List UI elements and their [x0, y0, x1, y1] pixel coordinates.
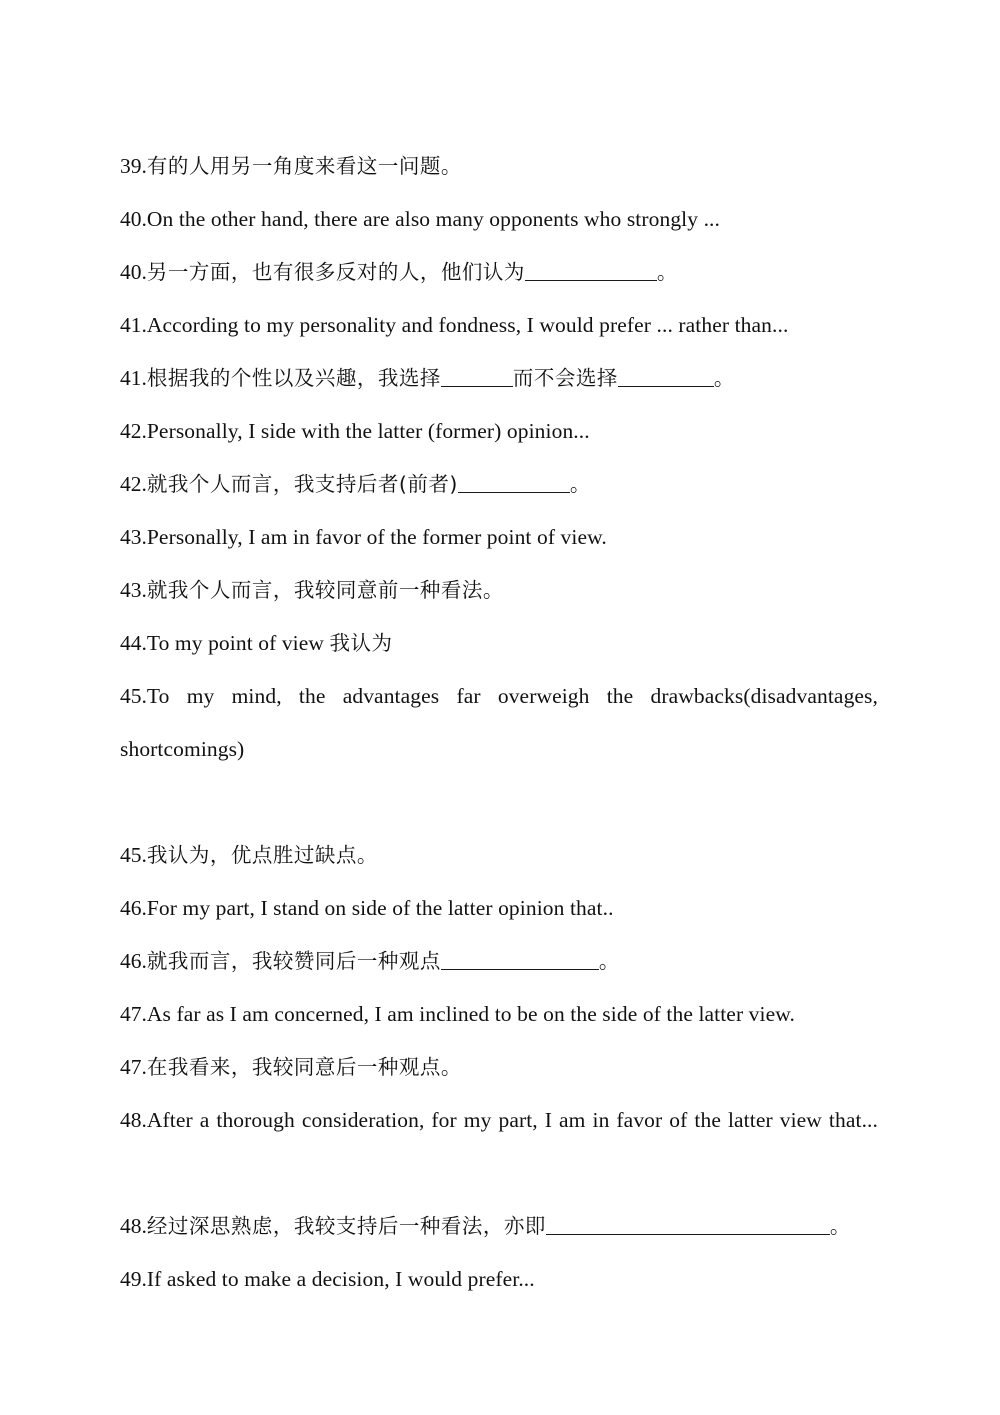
- item-text-suffix: 。: [656, 260, 678, 284]
- list-item: [120, 935, 878, 988]
- item-number: 49.: [120, 1267, 147, 1291]
- item-text: As far as I am concerned, I am inclined to be on the side of the latter view.: [146, 1002, 795, 1026]
- list-item: [120, 670, 878, 829]
- item-number: 46.: [120, 896, 147, 920]
- fill-in-blank: [441, 949, 599, 970]
- item-number: 48.: [120, 1214, 147, 1238]
- item-text-suffix: 。: [713, 366, 735, 390]
- list-item: [120, 1200, 878, 1253]
- item-number: 40.: [120, 260, 147, 284]
- item-number: 42.: [120, 419, 147, 443]
- list-item: [120, 564, 878, 617]
- item-text: 根据我的个性以及兴趣，我选择: [146, 366, 441, 390]
- item-text: 经过深思熟虑，我较支持后一种看法，亦即: [146, 1214, 546, 1238]
- item-text: 就我个人而言，我较同意前一种看法。: [146, 578, 504, 602]
- item-number: 42.: [120, 472, 147, 496]
- list-item: [120, 829, 878, 882]
- list-item: [120, 140, 878, 193]
- fill-in-blank: [525, 260, 657, 281]
- list-item: [120, 352, 878, 405]
- list-item: [120, 988, 878, 1041]
- item-text: 就我而言，我较赞同后一种观点: [146, 949, 441, 973]
- list-item: [120, 246, 878, 299]
- item-text-suffix: 。: [598, 949, 620, 973]
- list-item: [120, 617, 878, 670]
- item-text-middle: 而不会选择: [512, 366, 618, 390]
- fill-in-blank: [441, 366, 513, 387]
- list-item: [120, 1041, 878, 1094]
- item-text: On the other hand, there are also many opponents who strongly ...: [146, 207, 721, 231]
- item-text-cn: 我认为: [329, 631, 393, 655]
- item-number: 47.: [120, 1002, 147, 1026]
- item-text-suffix: 。: [829, 1214, 851, 1238]
- item-text: For my part, I stand on side of the latter opinion that..: [146, 896, 614, 920]
- item-text: 在我看来，我较同意后一种观点。: [146, 1055, 462, 1079]
- item-text: 另一方面，也有很多反对的人，他们认为: [146, 260, 525, 284]
- item-text: Personally, I am in favor of the former point of view.: [146, 525, 607, 549]
- fill-in-blank: [458, 472, 570, 493]
- item-number: 39.: [120, 154, 147, 178]
- item-number: 41.: [120, 366, 147, 390]
- item-number: 45.: [120, 843, 147, 867]
- item-text: If asked to make a decision, I would prefer...: [146, 1267, 535, 1291]
- item-text-suffix: 。: [569, 472, 591, 496]
- item-text: 我认为，优点胜过缺点。: [146, 843, 378, 867]
- item-text: 有的人用另一角度来看这一问题。: [146, 154, 462, 178]
- item-number: 40.: [120, 207, 147, 231]
- fill-in-blank-second: [618, 366, 714, 387]
- item-text: According to my personality and fondness, I would prefer ... rather than...: [146, 313, 789, 337]
- item-text: 就我个人而言，我支持后者(前者): [146, 472, 458, 496]
- fill-in-blank: [546, 1214, 808, 1235]
- item-number: 44.: [120, 631, 147, 655]
- item-number: 45.: [120, 684, 147, 708]
- document-body: [120, 140, 878, 1306]
- item-number: 48.: [120, 1108, 147, 1132]
- list-item: [120, 299, 878, 352]
- item-text: After a thorough consideration, for my part, I am in favor of the latter view that...: [146, 1108, 878, 1132]
- list-item: [120, 511, 878, 564]
- list-item: [120, 405, 878, 458]
- item-number: 47.: [120, 1055, 147, 1079]
- item-text-en: To my point of view: [146, 631, 330, 655]
- list-item: [120, 1094, 878, 1200]
- list-item: [120, 882, 878, 935]
- item-number: 41.: [120, 313, 147, 337]
- item-number: 46.: [120, 949, 147, 973]
- list-item: [120, 193, 878, 246]
- item-number: 43.: [120, 525, 147, 549]
- list-item: [120, 1253, 878, 1306]
- fill-in-blank-wrapped: [808, 1214, 830, 1235]
- item-text: Personally, I side with the latter (former) opinion...: [146, 419, 590, 443]
- item-text: To my mind, the advantages far overweigh the drawbacks(disadvantages, shortcomings): [120, 684, 878, 761]
- list-item: [120, 458, 878, 511]
- item-number: 43.: [120, 578, 147, 602]
